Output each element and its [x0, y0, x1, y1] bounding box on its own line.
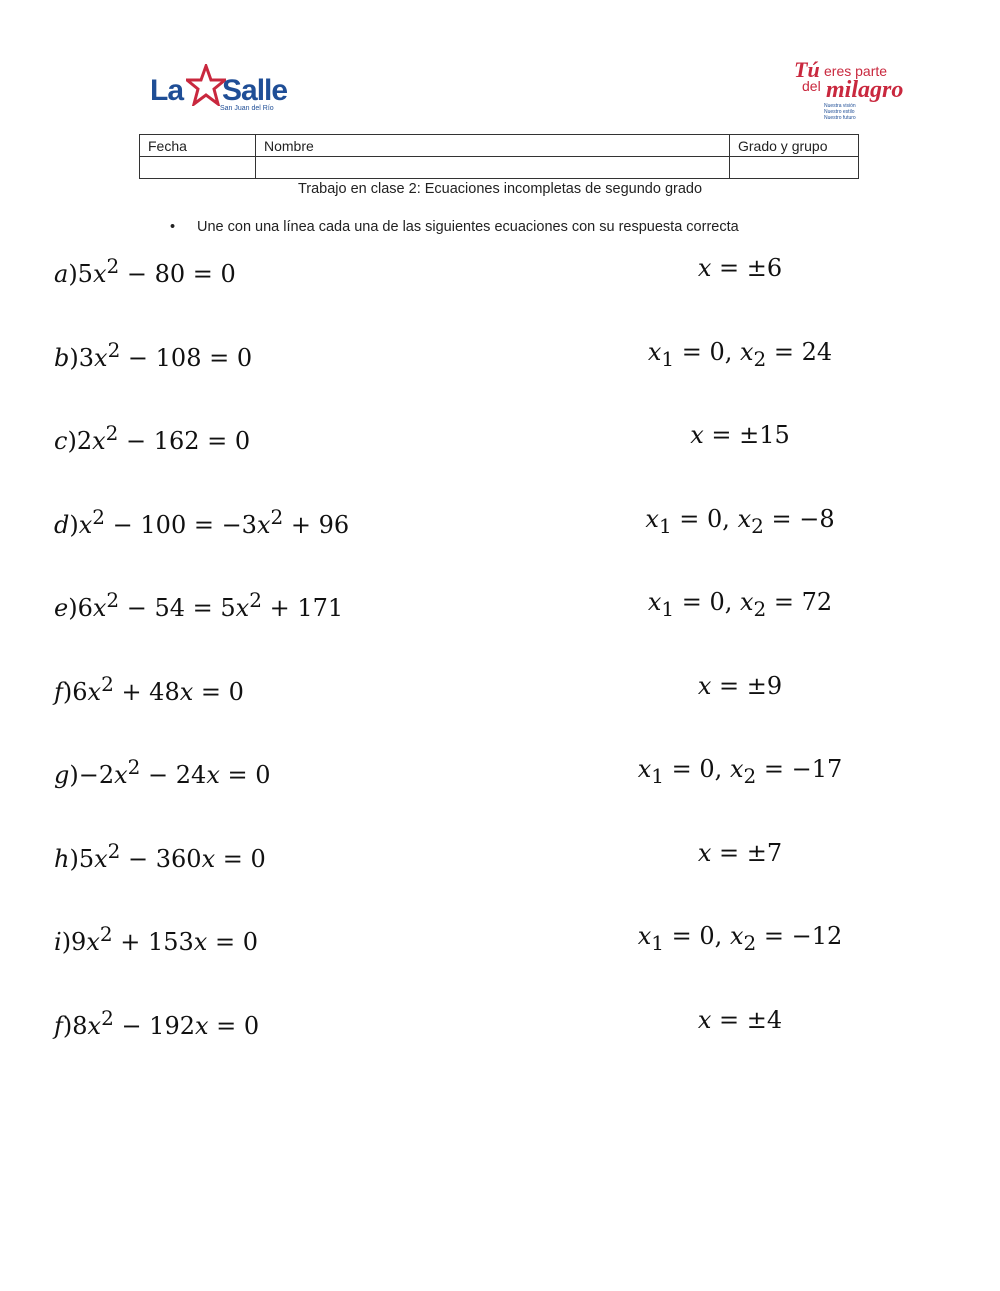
star-icon	[186, 64, 226, 106]
equation-row	[0, 505, 1000, 545]
answer-option[interactable]: $x_1 = 0$, $x_2 = 24$	[647, 337, 833, 371]
equation-row	[0, 922, 1000, 962]
equation-i-lhs[interactable]: $i)9x^2 + 153x = 0$	[54, 922, 258, 956]
fecha-header: Fecha	[140, 135, 256, 157]
equation-row	[0, 755, 1000, 795]
answer-option[interactable]: x = ±7	[697, 838, 783, 867]
equation-row	[0, 839, 1000, 879]
equation-row	[0, 338, 1000, 378]
equation-row	[0, 254, 1000, 294]
lasalle-logo-salle: Salle	[222, 74, 288, 107]
equation-a-lhs[interactable]: $a)5x^2 - 80 = 0$	[54, 254, 236, 288]
milagro-logo-tu: Tú	[794, 57, 820, 82]
milagro-logo	[792, 57, 922, 127]
answer-option[interactable]: x = ±9	[697, 671, 783, 700]
answer-option[interactable]: $x_1 = 0$, $x_2 = -8$	[645, 504, 835, 538]
answer-option[interactable]: x = ±4	[697, 1005, 783, 1034]
student-info-table	[139, 134, 859, 179]
equation-e-lhs[interactable]: $e)6x^2 - 54 = 5x^2 + 171$	[54, 588, 344, 622]
instruction-text: Une con una línea cada una de las siguientes ecuaciones con su respuesta correcta	[197, 219, 739, 235]
answer-option[interactable]: $x_1 = 0$, $x_2 = 72$	[647, 588, 833, 621]
milagro-logo-eres: eres parte	[824, 63, 888, 79]
milagro-logo-del: del	[802, 78, 821, 94]
lasalle-subtitle: San Juan del Río	[220, 105, 274, 112]
answer-option[interactable]: x = ±6	[697, 254, 783, 282]
instruction	[170, 219, 739, 235]
answer-option[interactable]: $x_1 = 0$, $x_2 = -17$	[637, 755, 843, 788]
answer-option[interactable]: $x_1 = 0$, $x_2 = -12$	[637, 922, 843, 955]
equation-f-lhs[interactable]: $f)8x^2 - 192x = 0$	[54, 1005, 260, 1040]
fecha-field[interactable]	[140, 157, 256, 179]
equation-b-lhs[interactable]: $b)3x^2 - 108 = 0$	[54, 337, 253, 372]
equation-row	[0, 1006, 1000, 1046]
equation-h-lhs[interactable]: $h)5x^2 - 360x = 0$	[54, 838, 266, 873]
lasalle-logo	[150, 62, 300, 122]
equation-g-lhs[interactable]: $g)-2x^2 - 24x = 0$	[54, 755, 271, 789]
answer-option[interactable]: x = ±15	[690, 421, 790, 449]
worksheet-title: Trabajo en clase 2: Ecuaciones incompletas de segundo grado	[297, 181, 703, 197]
milagro-logo-small-lines: Nuestra visión Nuestro estilo Nuestro futuro	[824, 103, 856, 121]
milagro-logo-milagro: milagro	[826, 77, 904, 103]
equation-row	[0, 588, 1000, 628]
nombre-field[interactable]	[256, 157, 730, 179]
grado-field[interactable]	[730, 157, 859, 179]
equation-row	[0, 672, 1000, 712]
lasalle-logo-la: La	[150, 74, 184, 107]
nombre-header: Nombre	[256, 135, 730, 157]
equation-row	[0, 421, 1000, 461]
equation-f-lhs[interactable]: $f)6x^2 + 48x = 0$	[54, 671, 244, 706]
grado-header: Grado y grupo	[730, 135, 859, 157]
bullet-icon: •	[170, 219, 176, 235]
equation-c-lhs[interactable]: $c)2x^2 - 162 = 0$	[54, 421, 251, 455]
equation-d-lhs[interactable]: $d)x^2 - 100 = -3x^2 + 96$	[54, 504, 350, 539]
